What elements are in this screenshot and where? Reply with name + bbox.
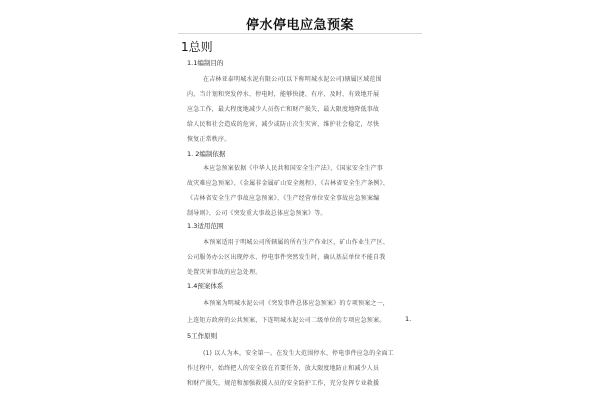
section-1-4-heading: 1.4预案体系	[187, 282, 224, 290]
paragraph-line: 作过程中，始终把人的安全放在首要任务，放大限度地防止和减少人员	[187, 365, 380, 372]
paragraph-line: 公司服务办公区出现停水、停电事件突然发生时，确认基层单位不能自我	[187, 254, 386, 261]
paragraph-line: 在吉林亚泰明城水泥有限公司(以下称明城水泥公司)辖属区域范围	[203, 76, 382, 83]
paragraph-line: 故灾难应急预案》、《金属非金属矿山安全规程》、《吉林省安全生产条例》、	[187, 180, 390, 187]
list-marker: 1.	[405, 315, 412, 323]
section-1-3-heading: 1.3适用范围	[187, 222, 224, 230]
paragraph-line: 本应急预案依据《中华人民共和国安全生产法》、《国家安全生产事	[203, 165, 384, 172]
paragraph-line: 处置灾害事故的应急处理。	[187, 269, 262, 276]
paragraph-line: 本预案为明城水泥公司《突发事件总体应急预案》的专项预案之一，	[203, 300, 390, 307]
section-1-1-heading: 1.1编制目的	[187, 59, 224, 67]
paragraph-line: 恢复正常秩序。	[187, 136, 231, 143]
paragraph-line: 制导则》、公司《突发重大事故总体应急预案》等。	[187, 210, 327, 217]
paragraph-line: 《吉林省安全生产事故应急预案》、《生产经营单位安全事故应急预案编	[187, 195, 380, 202]
title-divider	[178, 33, 422, 34]
section-1-heading: 1总则	[181, 40, 213, 54]
section-1-5-heading: 5工作原则	[187, 332, 218, 340]
document-title: 停水停电应急预案	[245, 18, 354, 33]
section-1-2-heading: 1. 2编制依据	[187, 150, 226, 158]
paragraph-line: 本预案适用于明城公司所辖属的所有生产作业区，矿山作业生产区、	[203, 239, 390, 246]
paragraph-line: 上连矩方政府的公共预案，下连明城水泥公司二级单位的专项应急预案。	[187, 317, 386, 324]
paragraph-line: 和财产损失，规范和加强救援人员的安全防护工作，充分发挥专业救援	[187, 380, 380, 387]
paragraph-line: (1) 以人为本，安全第一。在发生大范围停水、停电事件应急的全面工	[203, 350, 395, 357]
paragraph-line: 应急工作，最大程度地减少人员伤亡和财产损失，最大限度地降低事故	[187, 106, 380, 113]
paragraph-line: 给人民和社会造成的危害，减少或防止次生灾害，维护社会稳定，尽快	[187, 121, 380, 128]
paragraph-line: 内，当计划和突发停水、停电时，能够快捷、有序、及时、有效地开展	[187, 91, 380, 98]
